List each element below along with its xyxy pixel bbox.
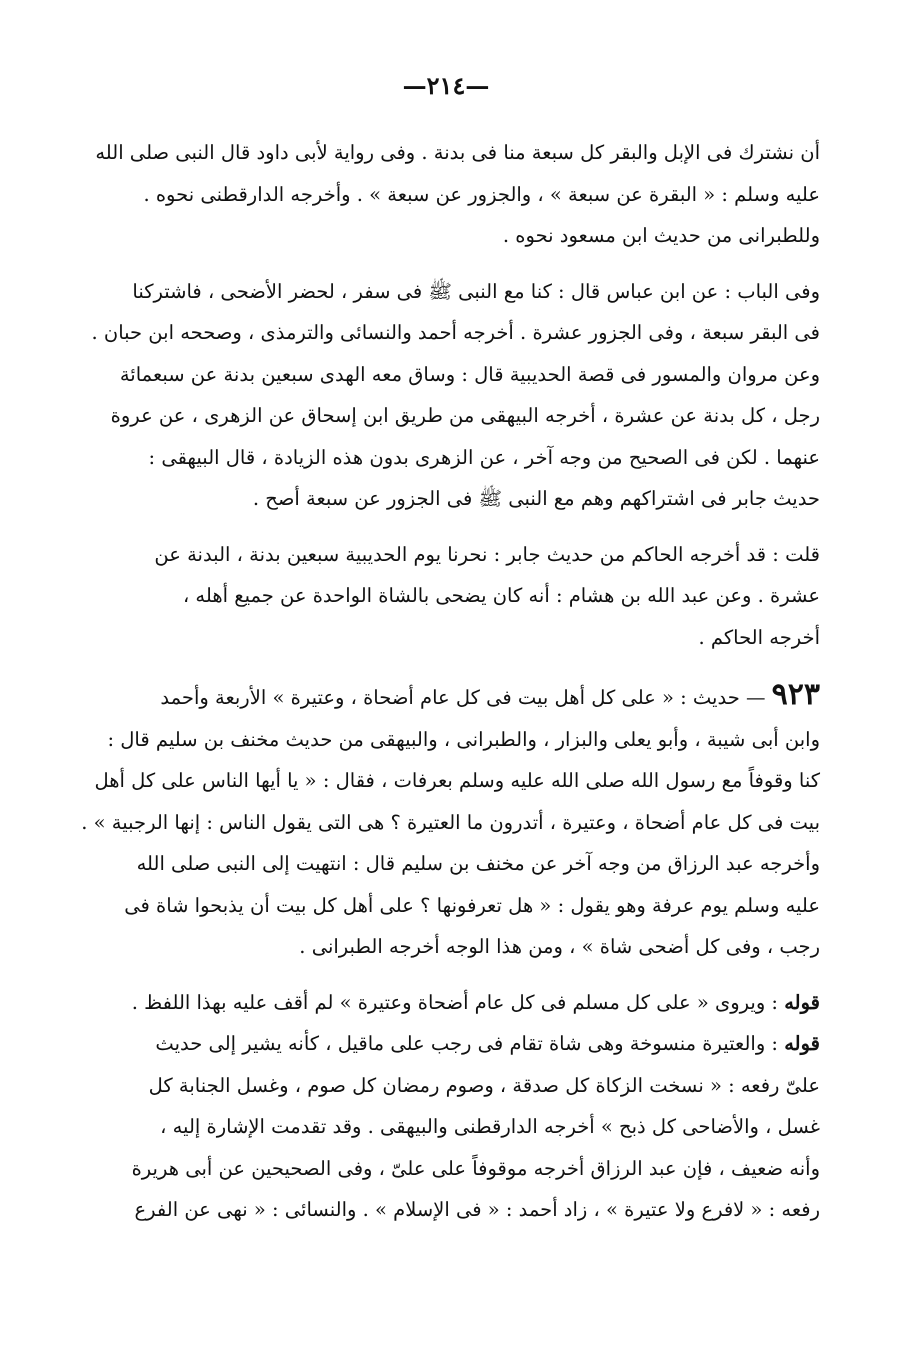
text-line: علىّ رفعه : « نسخت الزكاة كل صدقة ، وصوم رمضان كل صوم ، وغسل الجنابة كل <box>148 1073 820 1097</box>
hadith-paragraph-923 <box>72 674 820 968</box>
text-line: حديث جابر فى اشتراكهم وهم مع النبى ﷺ فى الجزور عن سبعة أصح . <box>252 487 820 510</box>
text-line: عليه وسلم يوم عرفة وهو يقول : « هل تعرفونها ؟ على أهل كل بيت أن يذبحوا شاة فى <box>124 893 820 917</box>
paragraph-2 <box>72 271 820 520</box>
commentary-paragraph-2 <box>72 1023 820 1231</box>
text-line: غسل ، والأضاحى كل ذبح » أخرجه الدارقطنى والبيهقى . وقد تقدمت الإشارة إليه ، <box>160 1115 820 1138</box>
commentary-text: : ويروى « على كل مسلم فى كل عام أضحاة وعتيرة » لم أقف عليه بهذا اللفظ . <box>131 990 785 1014</box>
text-line: كنا وقوفاً مع رسول الله صلى الله عليه وسلم بعرفات ، فقال : « يا أيها الناس على كل أهل <box>94 769 820 792</box>
text-line: عنهما . لكن فى الصحيح من وجه آخر ، عن الزهرى بدون هذه الزيادة ، قال البيهقى : <box>148 445 820 469</box>
text-line: عشرة . وعن عبد الله بن هشام : أنه كان يضحى بالشاة الواحدة عن جميع أهله ، <box>182 584 820 607</box>
text-line: أخرجه الحاكم . <box>698 625 820 649</box>
text-line: وابن أبى شيبة ، وأبو يعلى والبزار ، والطبرانى ، والبيهقى من حديث مخنف بن سليم قال : <box>107 727 820 751</box>
text-line: بيت فى كل عام أضحاة ، وعتيرة ، أتدرون ما العتيرة ؟ هى التى يقول الناس : إنها الرجبية » . <box>81 810 820 834</box>
text-line <box>72 982 820 1024</box>
text-line <box>72 1023 820 1065</box>
keyword-qawluhu: قوله <box>784 990 820 1014</box>
commentary-paragraph-1 <box>72 982 820 1024</box>
text-line: قلت : قد أخرجه الحاكم من حديث جابر : نحرنا يوم الحديبية سبعين بدنة ، البدنة عن <box>154 542 820 566</box>
page-number: —٢١٤— <box>402 71 490 100</box>
text-line: فى البقر سبعة ، وفى الجزور عشرة . أخرجه أحمد والنسائى والترمذى ، وصححه ابن حبان . <box>91 321 820 344</box>
text-line: وأخرجه عبد الرزاق من وجه آخر عن مخنف بن سليم قال : انتهيت إلى النبى صلى الله <box>136 852 820 875</box>
text-line: رفعه : « لافرع ولا عتيرة » ، زاد أحمد : « فى الإسلام » . والنسائى : « نهى عن الفرع <box>134 1198 820 1221</box>
hadith-number: ٩٢٣ <box>771 677 820 712</box>
keyword-qawluhu: قوله <box>784 1032 820 1055</box>
text-line: وللطبرانى من حديث ابن مسعود نحوه . <box>502 224 820 247</box>
text-line: وعن مروان والمسور فى قصة الحديبية قال : وساق معه الهدى سبعين بدنة عن سبعمائة <box>119 362 820 386</box>
text-line: وفى الباب : عن ابن عباس قال : كنا مع النبى ﷺ فى سفر ، لحضر الأضحى ، فاشتركنا <box>132 279 820 303</box>
text-line: رجب ، وفى كل أضحى شاة » ، ومن هذا الوجه أخرجه الطبرانى . <box>299 935 820 958</box>
paragraph-1 <box>72 132 820 257</box>
text-line: رجل ، كل بدنة عن عشرة ، أخرجه البيهقى من طريق ابن إسحاق عن الزهرى ، عن عروة <box>110 404 820 427</box>
text-line: وأنه ضعيف ، فإن عبد الرزاق أخرجه موقوفاً على علىّ ، وفى الصحيحين عن أبى هريرة <box>131 1156 820 1180</box>
commentary-text: : والعتيرة منسوخة وهى شاة تقام فى رجب على ماقيل ، كأنه يشير إلى حديث <box>155 1032 785 1055</box>
text-line: أن نشترك فى الإبل والبقر كل سبعة منا فى بدنة . وفى رواية لأبى داود قال النبى صلى الله <box>95 141 820 164</box>
text-line: عليه وسلم : « البقرة عن سبعة » ، والجزور عن سبعة » . وأخرجه الدارقطنى نحوه . <box>143 182 820 206</box>
hadith-first-line: — حديث : « على كل أهل بيت فى كل عام أضحاة ، وعتيرة » الأربعة وأحمد <box>160 686 772 709</box>
paragraph-3 <box>72 534 820 659</box>
text-line <box>72 674 820 719</box>
